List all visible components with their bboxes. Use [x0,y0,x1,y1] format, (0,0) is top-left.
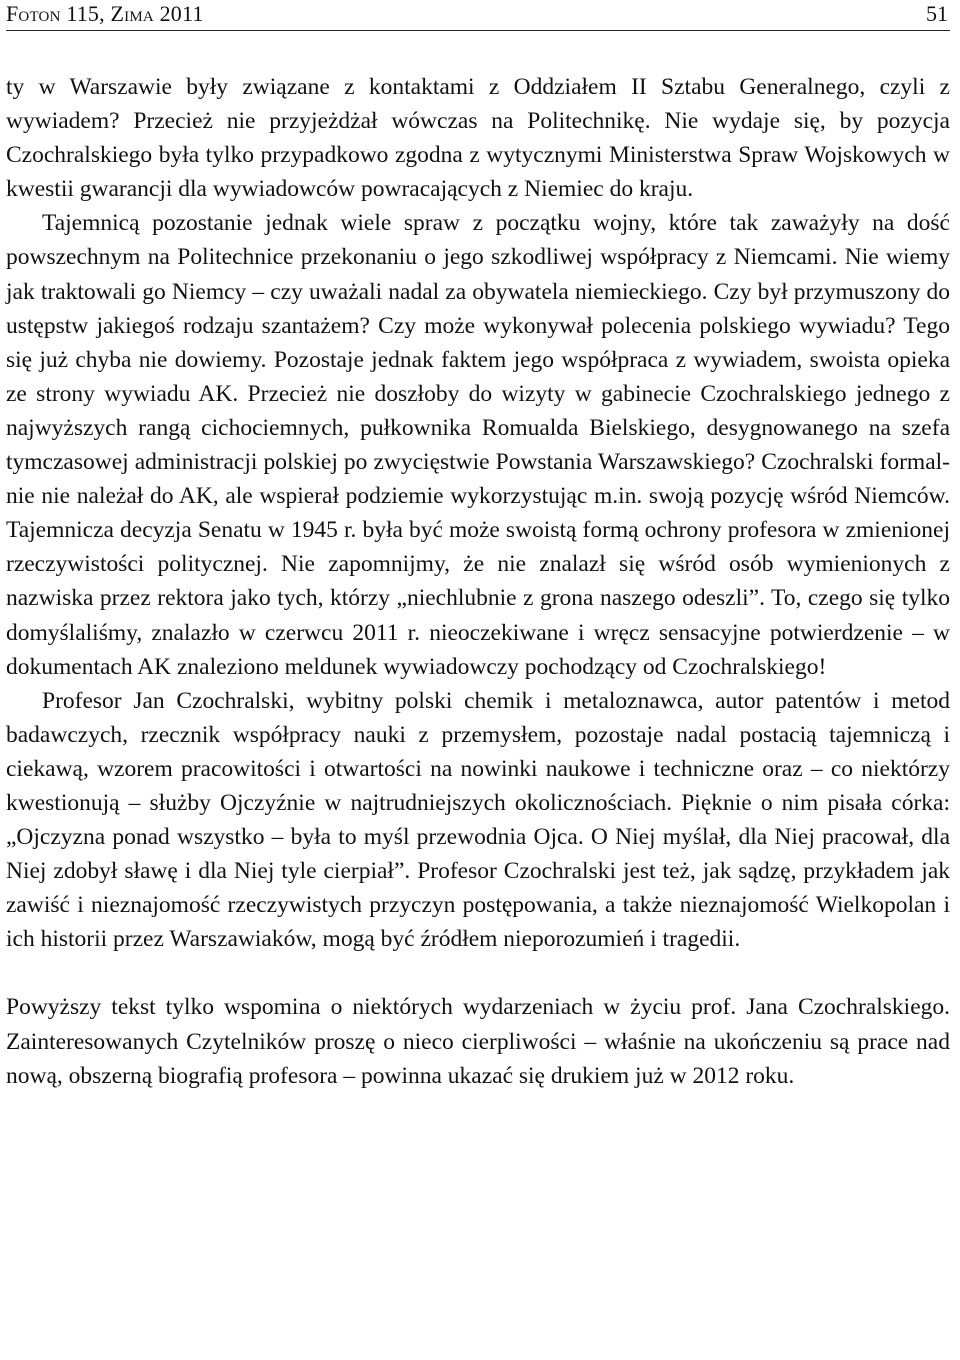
journal-title: Foton 115, Zima 2011 [6,1,204,26]
paragraph-closing-note: Powyższy tekst tylko wspomina o niektórych wydarzeniach w życiu prof. Jana Czochralskiego. Zainteresowanych Czytelników proszę o nieco cierpliwości – właśnie na ukończeniu są prace nad nową, obszerną biografią profesora – powinna ukazać się drukiem już w 2012 roku. [6,994,950,1089]
article-body [6,70,950,1093]
paragraph-profile: Profesor Jan Czochralski, wybitny polski chemik i metaloznawca, autor patentów i metod badawczych, rzecznik współpracy nauki z przemysłem, pozostaje nadal postacią tajemniczą i ciekawą, wzorem pracowitości i otwartości na nowinki naukowe i techniczne oraz – co niektórzy kwestionują – służby Ojczyźnie w najtrudniejszych okolicznościach. Pięknie o nim pisała córka: „Ojczyzna ponad wszystko – była to myśl przewodnia Ojca. O Niej myślał, dla Niej pracował, dla Niej zdobył sławę i dla Niej tyle cierpiał”. Profesor Czochralski jest też, jak sądzę, przykładem jak zawiść i nieznajomość rzeczywistych przyczyn postępowania, a także nieznajomość Wielkopolan i ich historii przez Warszawiaków, mogą być źródłem nieporozumień i tragedii. [6,687,950,953]
page-header [6,0,950,31]
paragraph-continuation: ty w Warszawie były związane z kontaktami z Oddziałem II Sztabu Generalnego, czyli z wywiadem? Przecież nie przyjeżdżał wówczas na Politechnikę. Nie wydaje się, by pozycja Czochralskiego była tylko przypadkowo zgodna z wytycznymi Ministerstwa Spraw Wojskowych w kwestii gwarancji dla wywiadowców powracających z Niemiec do kraju. [6,74,950,203]
paragraph-mystery: Tajemnicą pozostanie jednak wiele spraw z początku wojny, które tak zaważyły na dość powszechnym na Politechnice przekonaniu o jego szkodliwej współpracy z Niemcami. Nie wiemy jak traktowali go Niemcy – czy uważali nadal za obywatela niemieckiego. Czy był przymuszony do ustępstw jakiegoś rodzaju szantażem? Czy może wykonywał polecenia polskiego wywiadu? Tego się już chyba nie dowiemy. Pozostaje jednak faktem jego współpraca z wywiadem, swoista opieka ze strony wywiadu AK. Przecież nie doszłoby do wizyty w gabinecie Czochralskiego jednego z najwyższych rangą cichociemnych, pułkownika Romualda Bielskiego, desygnowanego na szefa tymczasowej administracji polskiej po zwycięstwie Powstania Warszawskiego? Czochralski formalnie nie należał do AK, ale wspierał podziemie wykorzystując m.in. swoją pozycję wśród Niemców. Tajemnicza decyzja Senatu w 1945 r. była być może swoistą formą ochrony profesora w zmienionej rzeczywistości politycznej. Nie zapomnijmy, że nie znalazł się wśród osób wymienionych z nazwiska przez rektora jako tych, którzy „niechlubnie z grona naszego odeszli”. To, czego się tylko domyślaliśmy, znalazło w czerwcu 2011 r. nieoczekiwane i wręcz sensacyjne potwierdzenie – w dokumentach AK znaleziono meldunek wywiadowczy pochodzący od Czochralskiego! [6,210,950,680]
page-number: 51 [926,1,948,26]
